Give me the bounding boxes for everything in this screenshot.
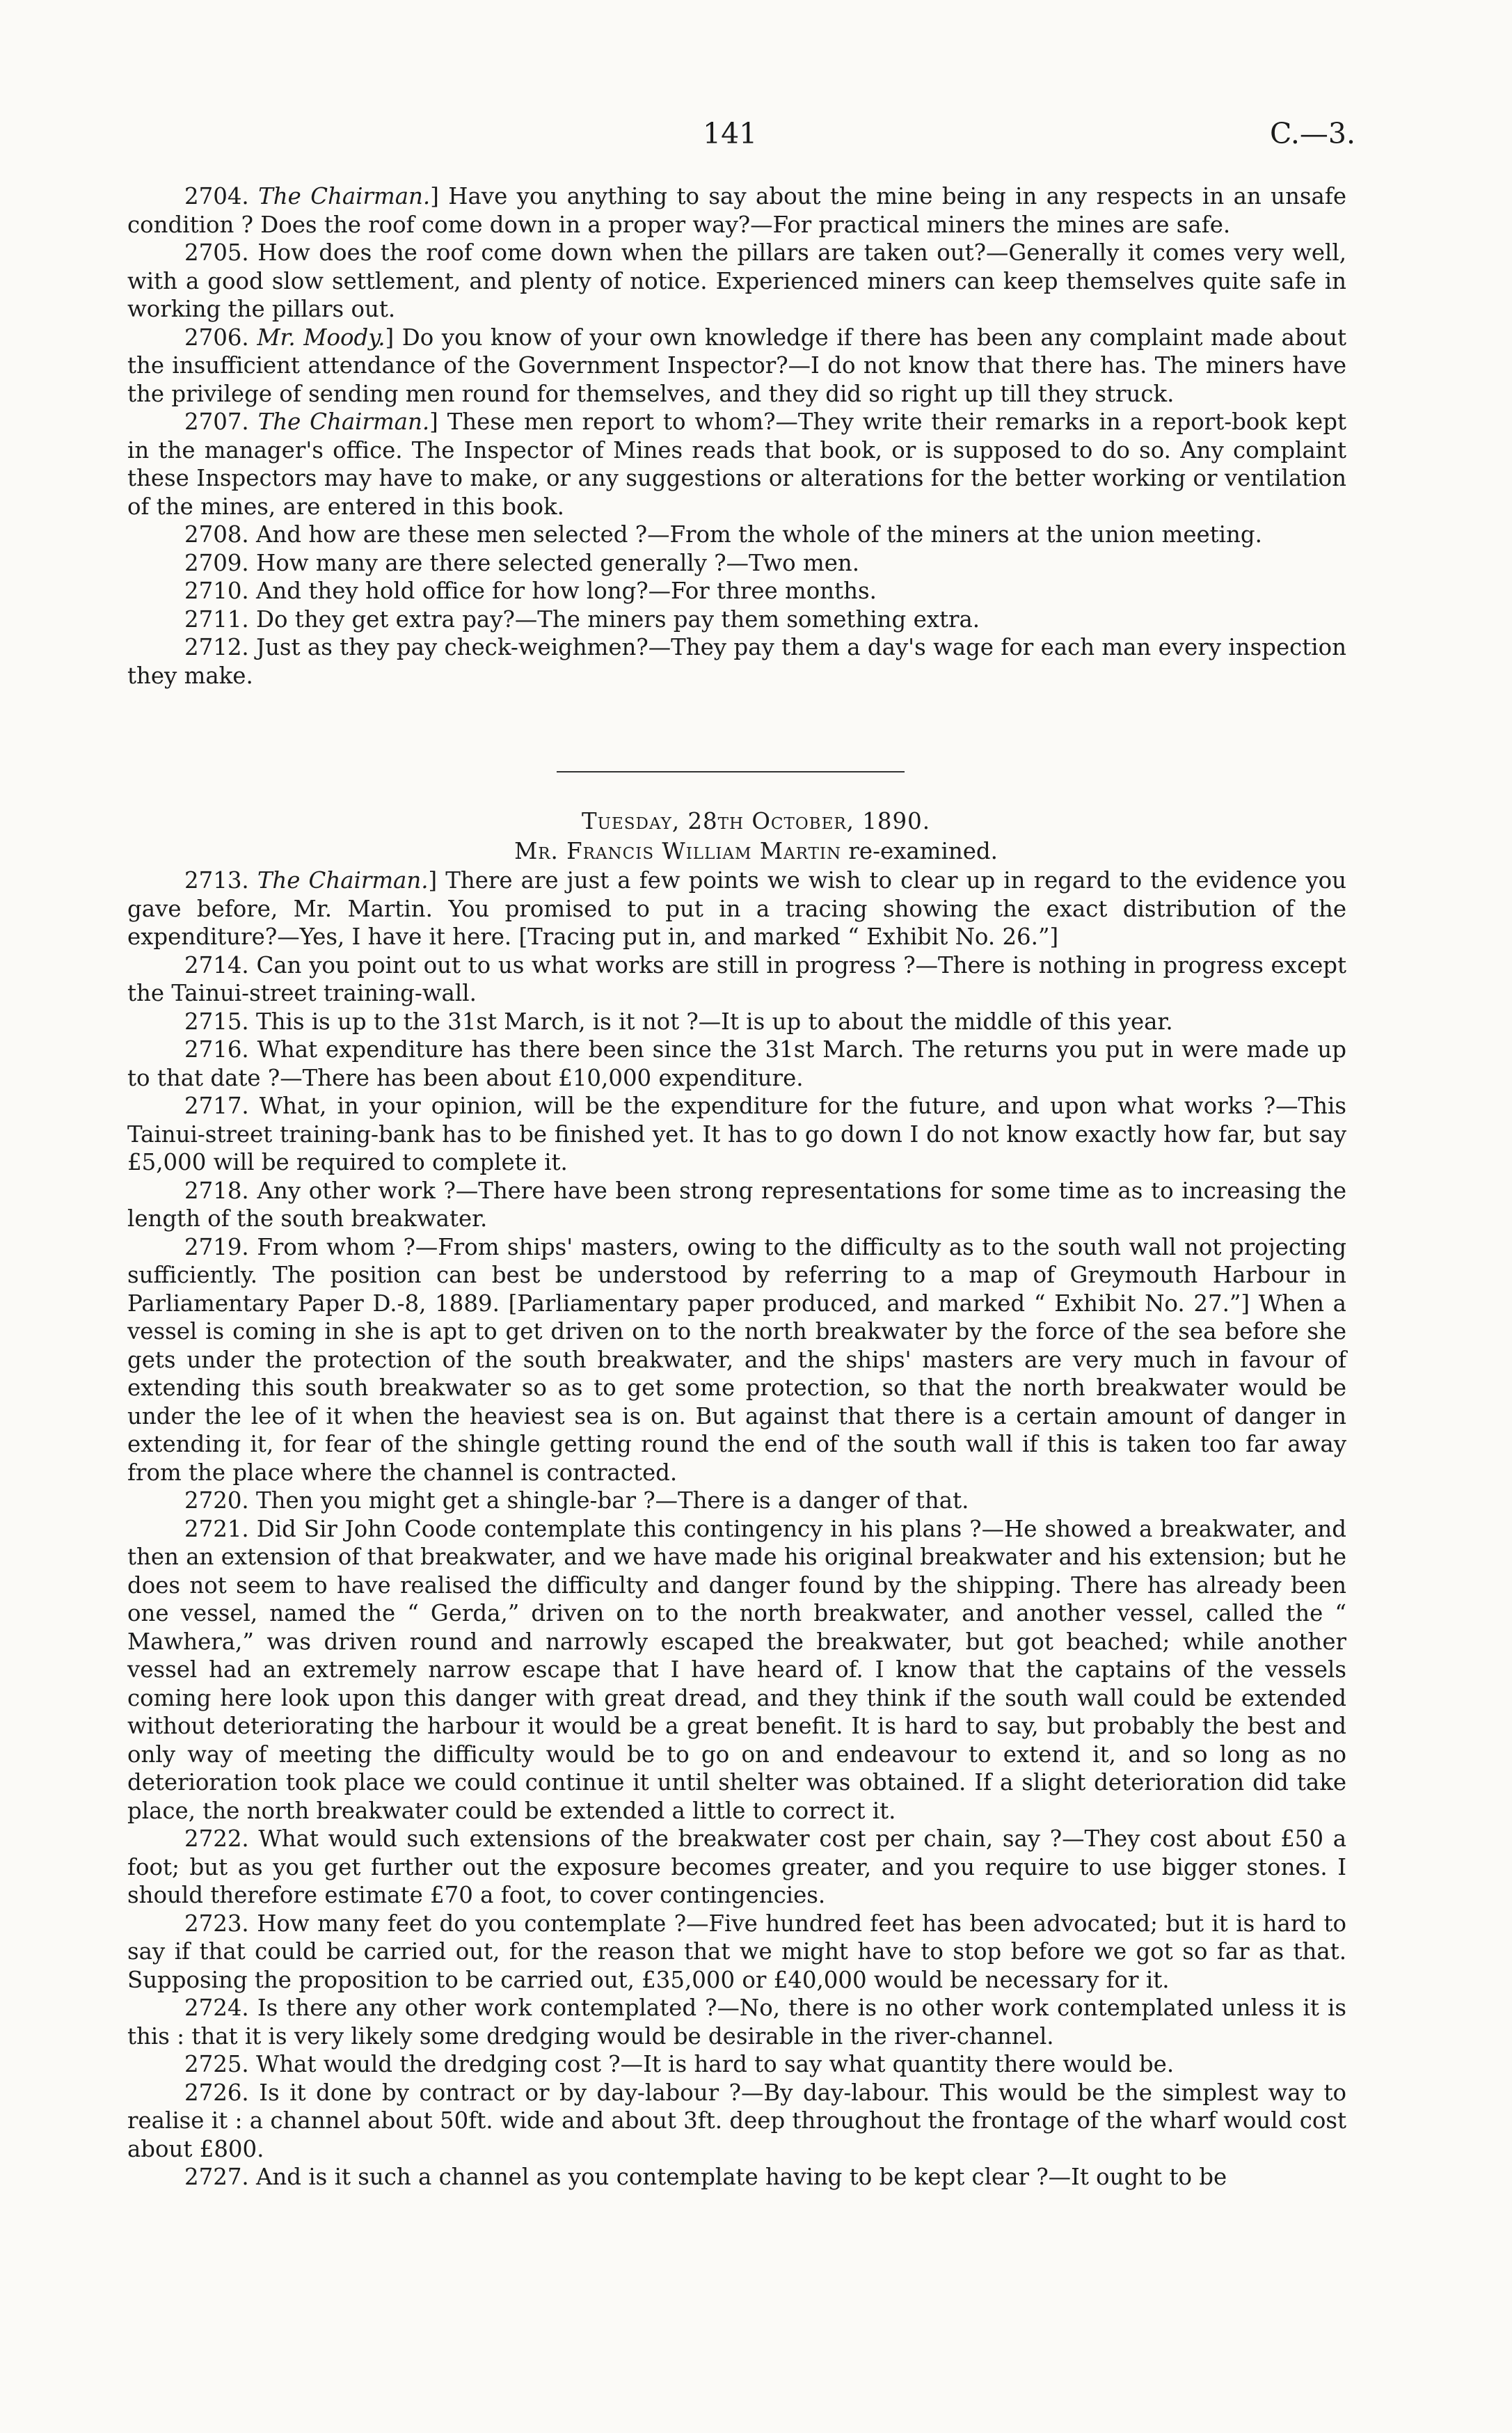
question-text: How many are there selected generally ?—Two men. [256, 549, 860, 576]
question-number: 2708. [184, 521, 249, 548]
witness-note: re-examined. [848, 838, 998, 864]
question-text: From whom ?—From ships' masters, owing to the difficulty as to the south wall not projecting sufficiently. The position can best be understood by referring to a map of Greymouth Harbour in Parliamentary Paper D.-8, 1889. [Parliamentary paper produced, and marked “ Exhibit No. 27.”] When a vessel is coming in she is apt to get driven on to the north breakwater by the force of the sea before she gets under the protection of the south breakwater, and the ships' masters are very much in favour of extending this south breakwater so as to get some protection, so that the north breakwater would be under the lee of it when the heaviest sea is on. But against that there is a certain amount of danger in extending it, for fear of the shingle getting round the end of the south wall if this is taken too far away from the place where the channel is contracted. [127, 1233, 1346, 1486]
question-number: 2704. [184, 183, 249, 209]
question-number: 2711. [184, 605, 249, 633]
question-paragraph [127, 239, 1346, 324]
question-number: 2724. [184, 1995, 249, 2021]
question-paragraph [127, 1008, 1346, 1036]
question-text: And is it such a channel as you contemplate having to be kept clear ?—It ought to be [256, 2164, 1227, 2190]
question-number: 2707. [184, 409, 249, 435]
question-paragraph [127, 1515, 1346, 1825]
question-paragraph [127, 633, 1346, 690]
question-paragraph [127, 605, 1346, 634]
question-number: 2714. [184, 951, 249, 978]
question-number: 2712. [184, 634, 249, 660]
witness-name: Mr. Francis William Martin [514, 838, 842, 864]
question-number: 2709. [184, 549, 249, 576]
question-number: 2717. [184, 1093, 249, 1119]
question-text: Is it done by contract or by day-labour ?—By day-labour. This would be the simplest way to realise it : a channel about 50ft. wide and about 3ft. deep throughout the frontage of the wharf would cost about £800. [127, 2079, 1346, 2162]
question-paragraph [127, 549, 1346, 578]
question-text: How many feet do you contemplate ?—Five hundred feet has been advocated; but it is hard to say if that could be carried out, for the reason that we might have to stop before we got so far as that. Supposing the proposition to be carried out, £35,000 or £40,000 would be necessary for it. [127, 1910, 1346, 1993]
witness-heading [0, 837, 1512, 865]
question-text: Did Sir John Coode contemplate this contingency in his plans ?—He showed a breakwater, and then an extension of that breakwater, and we have made his original breakwater and his extension; but he does not seem to have realised the difficulty and danger found by the shipping. There has already been one vessel, named the “ Gerda,” driven on to the north breakwater, and another vessel, called the “ Mawhera,” was driven round and narrowly escaped the breakwater, but got beached; while another vessel had an extremely narrow escape that I have heard of. I know that the captains of the vessels coming here look upon this danger with great dread, and they think if the south wall could be extended without deteriorating the harbour it would be a great benefit. It is hard to say, but probably the best and only way of meeting the difficulty would be to go on and endeavour to extend it, and so long as no deterioration took place we could continue it until shelter was obtained. If a slight deterioration did take place, the north breakwater could be extended a little to correct it. [127, 1515, 1346, 1824]
speaker-name: Mr. Moody. [257, 324, 385, 351]
question-number: 2716. [184, 1036, 249, 1063]
question-paragraph [127, 182, 1346, 239]
question-text: Just as they pay check-weighmen?—They pay them a day's wage for each man every inspection they make. [127, 634, 1346, 689]
question-text: ] Have you anything to say about the mine being in any respects in an unsafe condition ? Does the roof come down in a proper way?—For practical miners the mines are safe. [127, 183, 1346, 238]
question-number: 2723. [184, 1910, 249, 1937]
question-paragraph [127, 951, 1346, 1008]
testimony-section-1 [127, 182, 1346, 690]
question-text: ] Do you know of your own knowledge if there has been any complaint made about the insufficient attendance of the Government Inspector?—I do not know that there has. The miners have the privilege of sending men round for themselves, and they did so right up till they struck. [127, 324, 1346, 407]
question-text: What expenditure has there been since the 31st March. The returns you put in were made up to that date ?—There has been about £10,000 expenditure. [127, 1036, 1346, 1091]
question-number: 2713. [184, 867, 249, 894]
speaker-name: The Chairman. [257, 409, 430, 435]
question-number: 2706. [184, 324, 249, 351]
question-paragraph [127, 324, 1346, 409]
question-number: 2725. [184, 2051, 249, 2077]
speaker-name: The Chairman. [258, 183, 431, 209]
question-number: 2705. [184, 239, 249, 266]
question-text: ] There are just a few points we wish to clear up in regard to the evidence you gave before, Mr. Martin. You promised to put in a tracing showing the exact distribution of the expenditure?—Yes, I have it here. [Tracing put in, and marked “ Exhibit No. 26.”] [127, 867, 1346, 950]
question-number: 2718. [184, 1177, 249, 1204]
question-number: 2721. [184, 1515, 249, 1542]
question-paragraph [127, 1092, 1346, 1177]
question-text: Any other work ?—There have been strong representations for some time as to increasing the length of the south breakwater. [127, 1177, 1346, 1232]
question-paragraph [127, 521, 1346, 549]
question-paragraph [127, 577, 1346, 605]
page-header [0, 117, 1512, 159]
question-paragraph [127, 1233, 1346, 1487]
question-text: And how are these men selected ?—From the whole of the miners at the union meeting. [256, 521, 1262, 548]
question-number: 2719. [184, 1233, 249, 1260]
question-number: 2720. [184, 1487, 249, 1514]
question-number: 2727. [184, 2164, 249, 2190]
question-text: What would the dredging cost ?—It is hard to say what quantity there would be. [256, 2051, 1175, 2077]
question-paragraph [127, 1487, 1346, 1515]
question-text: What, in your opinion, will be the expenditure for the future, and upon what works ?—This Tainui-street training-bank has to be finished yet. It has to go down I do not know exactly how far, but say £5,000 will be required to complete it. [127, 1093, 1346, 1175]
question-text: Do they get extra pay?—The miners pay them something extra. [256, 605, 980, 633]
speaker-name: The Chairman. [257, 867, 429, 894]
question-text: What would such extensions of the breakwater cost per chain, say ?—They cost about £50 a foot; but as you get further out the exposure becomes greater, and you require to use bigger stones. I should therefore estimate £70 a foot, to cover contingencies. [127, 1825, 1347, 1908]
question-paragraph [127, 408, 1346, 521]
question-number: 2715. [184, 1008, 249, 1035]
question-paragraph [127, 1825, 1346, 1910]
question-text: This is up to the 31st March, is it not ?—It is up to about the middle of this year. [256, 1008, 1173, 1035]
question-text: ] These men report to whom?—They write their remarks in a report-book kept in the manager's office. The Inspector of Mines reads that book, or is supposed to do so. Any complaint these Inspectors may have to make, or any suggestions or alterations for the better working or ventilation of the mines, are entered in this book. [127, 409, 1346, 520]
date-heading: Tuesday, 28th October, 1890. [581, 808, 931, 834]
question-text: And they hold office for how long?—For three months. [256, 578, 877, 604]
question-number: 2710. [184, 578, 249, 604]
question-paragraph [127, 866, 1346, 951]
page-number: 141 [703, 117, 758, 150]
question-paragraph [127, 2163, 1346, 2192]
question-number: 2722. [184, 1825, 249, 1852]
question-paragraph [127, 1036, 1346, 1092]
question-paragraph [127, 2079, 1346, 2164]
question-text: Can you point out to us what works are still in progress ?—There is nothing in progress except the Tainui-street training-wall. [127, 951, 1346, 1006]
question-number: 2726. [184, 2079, 249, 2106]
question-paragraph [127, 1994, 1346, 2050]
question-text: Then you might get a shingle-bar ?—There is a danger of that. [256, 1487, 969, 1514]
section-divider [557, 771, 905, 772]
question-paragraph [127, 2050, 1346, 2079]
testimony-section-2 [127, 866, 1346, 2192]
question-paragraph [127, 1177, 1346, 1233]
document-reference: C.—3. [1269, 117, 1355, 150]
question-paragraph [127, 1910, 1346, 1995]
question-text: Is there any other work contemplated ?—No, there is no other work contemplated unless it is this : that it is very likely some dredging would be desirable in the river-channel. [127, 1995, 1346, 2050]
question-text: How does the roof come down when the pillars are taken out?—Generally it comes very well, with a good slow settlement, and plenty of notice. Experienced miners can keep themselves quite safe in working the pillars out. [127, 239, 1347, 322]
